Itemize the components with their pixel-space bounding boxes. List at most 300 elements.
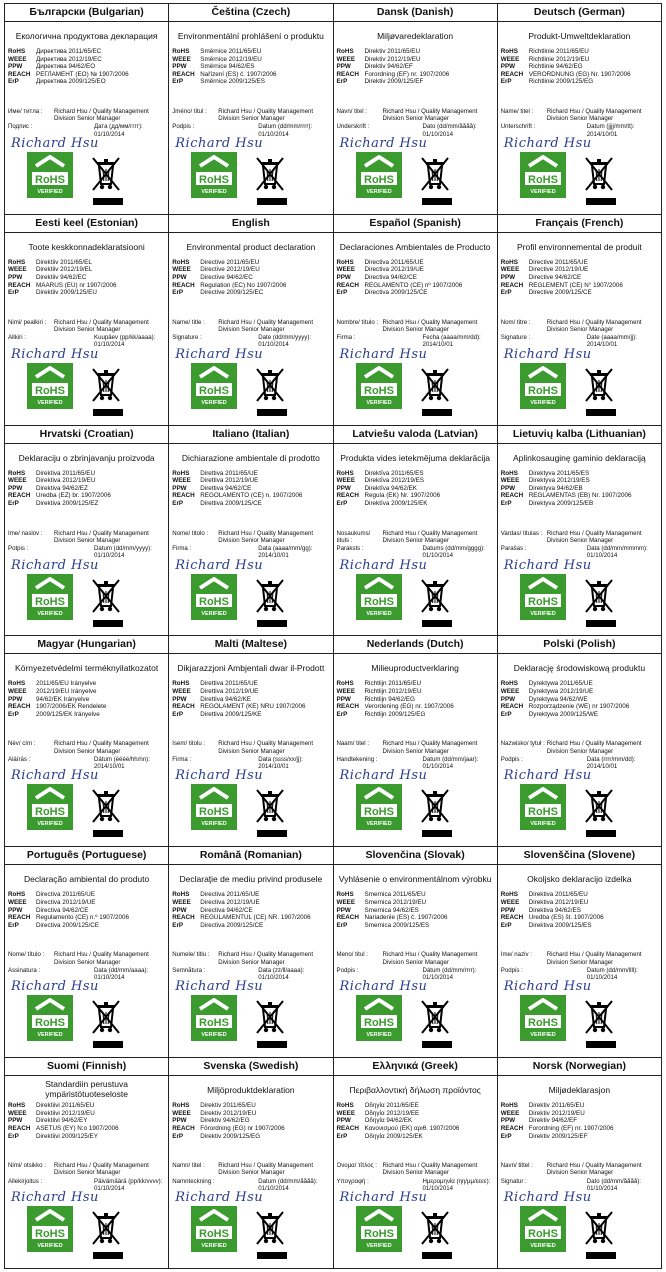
regulation-key: RoHS <box>8 1102 26 1110</box>
regulation-key: WEEE <box>8 266 27 274</box>
regulation-value: Direktyva 2012/19/ES <box>528 477 590 485</box>
rohs-verified-logo-icon <box>27 784 73 830</box>
date-label: Datum (dd/mm/yyyy): <box>94 545 152 553</box>
regulation-row <box>501 922 658 930</box>
crossed-out-wheelie-bin-icon <box>420 156 450 192</box>
signature-label: Semnătura : <box>172 966 206 974</box>
regulation-key: RoHS <box>172 48 190 55</box>
signatory-position: Division Senior Manager <box>382 958 449 966</box>
signatory-position: Division Senior Manager <box>218 115 285 123</box>
regulation-list <box>337 680 494 718</box>
date-value: 2014/10/01 <box>258 552 289 560</box>
regulation-row <box>8 78 165 86</box>
date-label: Datum (dd/mm/llll): <box>586 966 638 974</box>
regulation-list <box>501 891 658 929</box>
regulation-key: RoHS <box>336 1102 354 1110</box>
signatory-position: Division Senior Manager <box>546 326 614 334</box>
language-header: Eesti keel (Estonian) <box>5 215 168 233</box>
regulation-key: WEEE <box>500 688 520 696</box>
regulation-key: WEEE <box>172 1109 191 1117</box>
regulation-value: Οδηγία 94/62/ΕΚ <box>364 1117 413 1125</box>
regulation-row <box>337 922 494 930</box>
regulation-key: REACH <box>8 492 31 500</box>
rohs-logo-subtext: VERIFIED <box>365 1032 392 1039</box>
signatory-name: Richard Hsu / Quality Management <box>218 951 314 959</box>
regulation-row <box>8 282 165 290</box>
regulation-key: WEEE <box>500 898 520 906</box>
name-title-label: Nome/ titolo : <box>172 529 209 537</box>
date-label: Dato (dd/mm/åååå): <box>422 123 477 131</box>
regulation-value: Směrnice 2012/19/EU <box>200 55 262 63</box>
date-label: Dátum (éééé/hh/nn): <box>94 755 150 763</box>
name-title-label: Name/ titel : <box>500 108 534 115</box>
rohs-verified-logo-icon <box>27 995 73 1041</box>
signatory-block <box>501 319 658 349</box>
regulation-list <box>501 259 658 297</box>
handwritten-signature: Richard Hsu <box>503 557 592 573</box>
rohs-logo-text: RoHS <box>527 595 558 608</box>
regulation-value: Direktiv 2012/19/EU <box>200 1109 257 1117</box>
regulation-row <box>8 500 165 508</box>
date-label: Ημερομηνία (ηη/μμ/εεεε): <box>422 1177 491 1185</box>
language-header: Deutsch (German) <box>498 4 661 22</box>
signatory-block <box>8 530 165 560</box>
regulation-row <box>172 907 329 915</box>
regulation-key: REACH <box>336 1124 359 1132</box>
date-label: Date (dd/mm/yyyy): <box>258 334 312 342</box>
regulation-value: Verordening (EG) nr. 1907/2006 <box>364 703 454 711</box>
regulation-value: Direktyva 2009/125/EB <box>528 500 594 508</box>
rohs-verified-logo-icon <box>191 1206 237 1252</box>
declaration-title: Deklaraciju o zbrinjavanju proizvoda <box>18 452 155 463</box>
rohs-logo-subtext: VERIFIED <box>365 1243 392 1250</box>
regulation-list <box>8 891 165 929</box>
compliance-logos <box>169 574 332 626</box>
signature-label: Assinatura : <box>8 966 41 974</box>
rohs-logo-text: RoHS <box>363 595 394 608</box>
declaration-cell <box>169 847 333 1058</box>
regulation-key: RoHS <box>500 1102 518 1110</box>
regulation-row <box>501 688 658 696</box>
regulation-row <box>337 470 494 478</box>
regulation-list <box>172 891 329 929</box>
name-title-label: Ime/ naslov : <box>8 529 43 537</box>
declaration-grid <box>4 3 662 1269</box>
regulation-row <box>8 477 165 485</box>
signatory-name: Richard Hsu / Quality Management <box>54 1162 149 1170</box>
date-value: 01/10/2014 <box>258 341 289 349</box>
regulation-row <box>8 680 165 688</box>
signatory-position: Division Senior Manager <box>54 958 121 966</box>
rohs-logo-text: RoHS <box>199 1228 230 1241</box>
signature-label: Aláírás : <box>8 755 31 763</box>
handwritten-signature: Richard Hsu <box>339 346 428 362</box>
regulation-row <box>172 922 329 930</box>
regulation-key: REACH <box>336 703 359 711</box>
signature-label: Unterschrift : <box>500 123 536 131</box>
regulation-value: Direktiv 2012/19/EU <box>528 1109 585 1117</box>
declaration-cell <box>5 1058 169 1269</box>
crossed-out-wheelie-bin-icon <box>255 156 285 192</box>
rohs-logo-text: RoHS <box>199 384 230 397</box>
date-value: 2014/10/01 <box>586 130 618 138</box>
regulation-list <box>172 1102 329 1140</box>
signatory-block <box>172 530 329 560</box>
regulation-row <box>8 470 165 478</box>
handwritten-signature: Richard Hsu <box>11 1190 99 1206</box>
regulation-key: REACH <box>8 70 31 78</box>
regulation-key: RoHS <box>172 258 190 266</box>
signatory-name: Richard Hsu / Quality Management <box>546 951 642 959</box>
regulation-key: RoHS <box>172 891 190 899</box>
regulation-value: Richtlinie 2009/125/EG <box>528 78 594 86</box>
declaration-title: Toote keskkonnadeklaratsiooni <box>28 241 145 252</box>
regulation-list <box>501 680 658 718</box>
regulation-row <box>501 266 658 274</box>
language-header: English <box>169 215 332 233</box>
signatory-name: Richard Hsu / Quality Management <box>546 529 642 537</box>
regulation-key: ErP <box>8 78 19 86</box>
signature-label: Allkiri : <box>8 334 26 342</box>
signatory-block <box>337 319 494 349</box>
language-header: Nederlands (Dutch) <box>334 636 497 654</box>
regulation-value: Direktiiv 94/62/EC <box>36 274 87 282</box>
regulation-value: Directiva 2009/125/CE <box>364 289 428 297</box>
regulation-key: PPW <box>8 484 23 492</box>
regulation-key: WEEE <box>336 1109 356 1117</box>
regulation-value: Direttiva 2009/125/KE <box>200 710 262 718</box>
language-header: Čeština (Czech) <box>169 4 332 22</box>
compliance-logos <box>498 1206 661 1258</box>
bin-underline-bar <box>422 409 452 416</box>
regulation-list <box>501 48 658 86</box>
language-header: Dansk (Danish) <box>334 4 497 22</box>
regulation-row <box>8 63 165 71</box>
regulation-row <box>172 1110 329 1118</box>
signatory-name: Richard Hsu / Quality Management <box>382 951 478 959</box>
signature-label: Paraksts : <box>336 545 364 553</box>
regulation-value: Direktiiv 2012/19/EL <box>36 266 93 274</box>
regulation-value: Smernica 2009/125/ES <box>364 921 430 929</box>
regulation-key: RoHS <box>500 891 518 899</box>
regulation-key: PPW <box>336 63 351 71</box>
bin-underline-bar <box>586 620 616 627</box>
signatory-position: Division Senior Manager <box>218 1169 285 1177</box>
regulation-key: ErP <box>500 1132 512 1140</box>
regulation-row <box>337 914 494 922</box>
regulation-key: PPW <box>172 274 187 282</box>
date-value: 01/10/2014 <box>94 341 125 349</box>
regulation-key: WEEE <box>336 688 356 696</box>
regulation-value: 2011/65/EU Irányelve <box>36 680 97 688</box>
regulation-key: PPW <box>8 1117 23 1125</box>
signatory-position: Division Senior Manager <box>546 536 614 544</box>
date-value: 01/10/2014 <box>258 973 289 981</box>
signatory-position: Division Senior Manager <box>546 958 614 966</box>
language-header: Magyar (Hungarian) <box>5 636 168 654</box>
signatory-block <box>172 951 329 981</box>
regulation-key: ErP <box>172 78 184 86</box>
regulation-row <box>501 703 658 711</box>
regulation-value: REGOLAMENT (KE) NRU 1907/2006 <box>200 703 306 711</box>
handwritten-signature: Richard Hsu <box>503 136 592 151</box>
regulation-key: REACH <box>8 281 31 289</box>
regulation-row <box>501 282 658 290</box>
regulation-key: RoHS <box>8 891 26 899</box>
regulation-key: ErP <box>172 710 184 718</box>
regulation-value: Directiva 2009/125/CE <box>200 921 264 929</box>
signatory-name: Richard Hsu / Quality Management <box>382 740 478 748</box>
rohs-logo-text: RoHS <box>35 1228 65 1241</box>
date-label: Päivämäärä (pp/kk/vvvv): <box>94 1177 163 1185</box>
regulation-row <box>501 274 658 282</box>
regulation-row <box>172 891 329 899</box>
name-title-label: Isem/ titolu : <box>172 740 206 748</box>
regulation-row <box>337 688 494 696</box>
regulation-key: ErP <box>336 500 348 508</box>
declaration-cell <box>5 4 169 215</box>
regulation-row <box>8 696 165 704</box>
regulation-value: Direktyva 94/62/EB <box>528 484 583 492</box>
regulation-key: WEEE <box>336 898 356 906</box>
date-label: Data (dd/mm/mmmm): <box>586 545 648 553</box>
rohs-logo-subtext: VERIFIED <box>530 1032 556 1039</box>
signatory-position: Division Senior Manager <box>54 1169 121 1177</box>
regulation-value: Richtlijn 2009/125/EG <box>364 710 426 718</box>
regulation-key: PPW <box>172 63 187 71</box>
declaration-cell <box>498 215 662 426</box>
regulation-value: Direttiva 2009/125/CE <box>200 500 262 508</box>
regulation-row <box>337 289 494 297</box>
declaration-title: Milieuproductverklaring <box>371 663 459 674</box>
signatory-position: Division Senior Manager <box>546 115 614 123</box>
regulation-key: PPW <box>500 695 516 703</box>
signatory-position: Division Senior Manager <box>546 747 614 755</box>
regulation-row <box>8 56 165 64</box>
bin-underline-bar <box>422 1041 452 1048</box>
date-label: Dátum (dd/mm/rrrr): <box>422 966 477 974</box>
regulation-key: RoHS <box>8 258 26 266</box>
regulation-row <box>337 274 494 282</box>
regulation-key: WEEE <box>500 55 520 63</box>
regulation-row <box>172 274 329 282</box>
signatory-position: Division Senior Manager <box>546 1169 614 1177</box>
signature-label: Podpis : <box>172 123 195 131</box>
regulation-key: ErP <box>172 921 184 929</box>
regulation-row <box>172 63 329 71</box>
regulation-key: WEEE <box>336 55 356 63</box>
signature-label: Allekirjoitus : <box>8 1177 43 1185</box>
crossed-out-wheelie-bin-icon <box>255 999 285 1035</box>
crossed-out-wheelie-bin-icon <box>255 367 285 403</box>
date-value: 01/10/2014 <box>94 130 125 138</box>
declaration-title: Standardiin perustuva ympäristötuoteseloste <box>45 1079 128 1100</box>
rohs-verified-logo-icon <box>27 363 73 409</box>
handwritten-signature: Richard Hsu <box>11 979 99 995</box>
signature-label: Handtekening : <box>336 755 378 763</box>
regulation-key: PPW <box>8 274 23 282</box>
regulation-key: PPW <box>8 63 23 71</box>
language-header: Polski (Polish) <box>498 636 661 654</box>
rohs-verified-logo-icon <box>520 1206 566 1252</box>
regulation-row <box>337 485 494 493</box>
language-header: Français (French) <box>498 215 661 233</box>
date-value: 01/10/2014 <box>422 552 453 560</box>
regulation-key: PPW <box>336 906 351 914</box>
date-label: Datums (dd/mm/gggg): <box>422 545 485 553</box>
compliance-logos <box>5 574 168 626</box>
regulation-value: Direktiv 2009/125/EF <box>528 1132 588 1140</box>
regulation-key: PPW <box>8 906 23 914</box>
declaration-cell <box>169 426 333 637</box>
date-value: 2014/10/01 <box>586 763 618 771</box>
regulation-value: Direttiva 94/62/CE <box>200 484 252 492</box>
name-title-label: Navn/ titel : <box>336 108 367 115</box>
regulation-key: PPW <box>336 1117 351 1125</box>
compliance-logos <box>169 152 332 204</box>
regulation-row <box>8 703 165 711</box>
date-value: 01/10/2014 <box>586 552 618 560</box>
regulation-row <box>172 711 329 719</box>
declaration-title: Produkta vides ietekmējuma deklarācija <box>340 452 491 463</box>
language-header: Lietuvių kalba (Lithuanian) <box>498 426 661 444</box>
regulation-row <box>337 1110 494 1118</box>
rohs-logo-text: RoHS <box>527 174 558 186</box>
regulation-list <box>8 470 165 508</box>
declaration-title: Dikjarazzjoni Ambjentali dwar il-Prodott <box>177 663 325 674</box>
name-title-label: Όνομα/ τίτλος : <box>336 1162 377 1170</box>
regulation-key: WEEE <box>8 898 27 906</box>
date-value: 01/10/2014 <box>422 763 453 771</box>
declaration-title: Екологична продуктова декларация <box>15 31 158 41</box>
handwritten-signature: Richard Hsu <box>11 557 99 573</box>
regulation-row <box>172 914 329 922</box>
name-title-label: Nimi/ pealkiri : <box>8 318 47 326</box>
regulation-value: Directive 2011/65/EU <box>200 258 260 266</box>
regulation-row <box>501 891 658 899</box>
declaration-title: Profil environnemental de produit <box>517 241 642 252</box>
regulation-key: PPW <box>336 274 351 282</box>
declaration-cell <box>498 4 662 215</box>
regulation-row <box>172 899 329 907</box>
name-title-label: Nome/ título : <box>8 951 45 959</box>
regulation-value: ASETUS (EY) N:o 1907/2006 <box>36 1124 119 1132</box>
regulation-value: Direktiv 94/62/EF <box>528 1117 578 1125</box>
signatory-position: Division Senior Manager <box>382 536 449 544</box>
language-header: Latviešu valoda (Latvian) <box>334 426 497 444</box>
bin-underline-bar <box>422 198 452 205</box>
regulation-key: REACH <box>172 703 195 711</box>
regulation-row <box>172 78 329 86</box>
regulation-row <box>337 680 494 688</box>
handwritten-signature: Richard Hsu <box>339 1190 428 1206</box>
rohs-logo-subtext: VERIFIED <box>201 189 227 195</box>
regulation-value: Regulamento (CE) n.º 1907/2006 <box>36 914 129 922</box>
regulation-key: ErP <box>336 289 348 297</box>
bin-underline-bar <box>93 1252 123 1259</box>
regulation-key: PPW <box>336 484 351 492</box>
crossed-out-wheelie-bin-icon <box>91 999 121 1035</box>
regulation-key: ErP <box>500 921 512 929</box>
regulation-value: Direttiva 2011/65/UE <box>200 680 258 688</box>
regulation-value: Direktyva 2011/65/ES <box>528 469 590 477</box>
regulation-value: Nařízení (ES) č. 1907/2006 <box>200 70 277 78</box>
name-title-label: Naam/ titel : <box>336 740 370 748</box>
handwritten-signature: Richard Hsu <box>503 346 592 362</box>
regulation-list <box>8 48 165 86</box>
bin-underline-bar <box>93 1041 123 1048</box>
date-label: Fecha (aaaa/mm/dd): <box>422 334 481 342</box>
bin-underline-bar <box>257 198 287 205</box>
regulation-value: RÈGLEMENT (CE) N° 1907/2006 <box>528 281 623 289</box>
date-label: Data (dd/mm/aaaa): <box>94 966 149 974</box>
date-label: Datum (jjjj/mm/tt): <box>586 123 635 131</box>
rohs-logo-subtext: VERIFIED <box>37 399 63 406</box>
rohs-logo-text: RoHS <box>35 1017 65 1030</box>
rohs-logo-subtext: VERIFIED <box>365 610 392 617</box>
bin-underline-bar <box>422 830 452 837</box>
language-header: Svenska (Swedish) <box>169 1058 332 1076</box>
regulation-row <box>501 899 658 907</box>
date-value: 01/10/2014 <box>94 552 125 560</box>
rohs-logo-subtext: VERIFIED <box>37 821 63 828</box>
signatory-position: Division Senior Manager <box>382 1169 449 1177</box>
regulation-value: Regulation (EC) No 1907/2006 <box>200 281 287 289</box>
regulation-value: Direktiivi 2012/19/EU <box>36 1109 95 1117</box>
rohs-verified-logo-icon <box>520 363 566 409</box>
regulation-key: PPW <box>172 484 187 492</box>
signature-label: Signature : <box>172 334 202 342</box>
rohs-logo-text: RoHS <box>527 384 558 397</box>
signature-label: Underskrift : <box>336 123 370 131</box>
signatory-name: Richard Hsu / Quality Management <box>218 108 314 115</box>
handwritten-signature: Richard Hsu <box>11 768 99 784</box>
regulation-value: Direktiva 2011/65/EU <box>36 469 96 477</box>
regulation-row <box>337 1125 494 1133</box>
regulation-row <box>172 282 329 290</box>
handwritten-signature: Richard Hsu <box>503 1190 592 1206</box>
regulation-value: Smernica 2012/19/EÚ <box>364 898 427 906</box>
declaration-cell <box>334 4 498 215</box>
signature-label: Potpis : <box>8 545 29 553</box>
rohs-verified-logo-icon <box>520 995 566 1041</box>
regulation-row <box>337 899 494 907</box>
regulation-key: ErP <box>172 289 184 297</box>
compliance-logos <box>5 995 168 1047</box>
rohs-logo-text: RoHS <box>363 174 394 186</box>
regulation-key: WEEE <box>172 477 191 485</box>
regulation-value: 94/62/EK Irányelve <box>36 695 90 703</box>
regulation-value: Richtlijn 94/62/EG <box>364 695 415 703</box>
date-value: 01/10/2014 <box>422 1184 453 1192</box>
date-value: 01/10/2014 <box>586 973 618 981</box>
regulation-value: Direktiv 2011/65/EU <box>364 48 421 55</box>
compliance-logos <box>169 1206 332 1258</box>
crossed-out-wheelie-bin-icon <box>420 788 450 824</box>
regulation-key: PPW <box>172 1117 187 1125</box>
signatory-position: Division Senior Manager <box>54 326 121 334</box>
regulation-value: Dyrektywa 94/62/WE <box>528 695 588 703</box>
regulation-key: RoHS <box>172 1102 190 1110</box>
regulation-value: Directive 94/62/CE <box>528 274 582 282</box>
regulation-key: RoHS <box>8 469 26 477</box>
regulation-key: PPW <box>172 695 187 703</box>
bin-underline-bar <box>93 830 123 837</box>
regulation-key: REACH <box>172 914 195 922</box>
regulation-row <box>172 1125 329 1133</box>
regulation-value: Richtlijn 2012/19/EU <box>364 688 422 696</box>
name-title-label: Namn/ titel : <box>172 1162 205 1170</box>
